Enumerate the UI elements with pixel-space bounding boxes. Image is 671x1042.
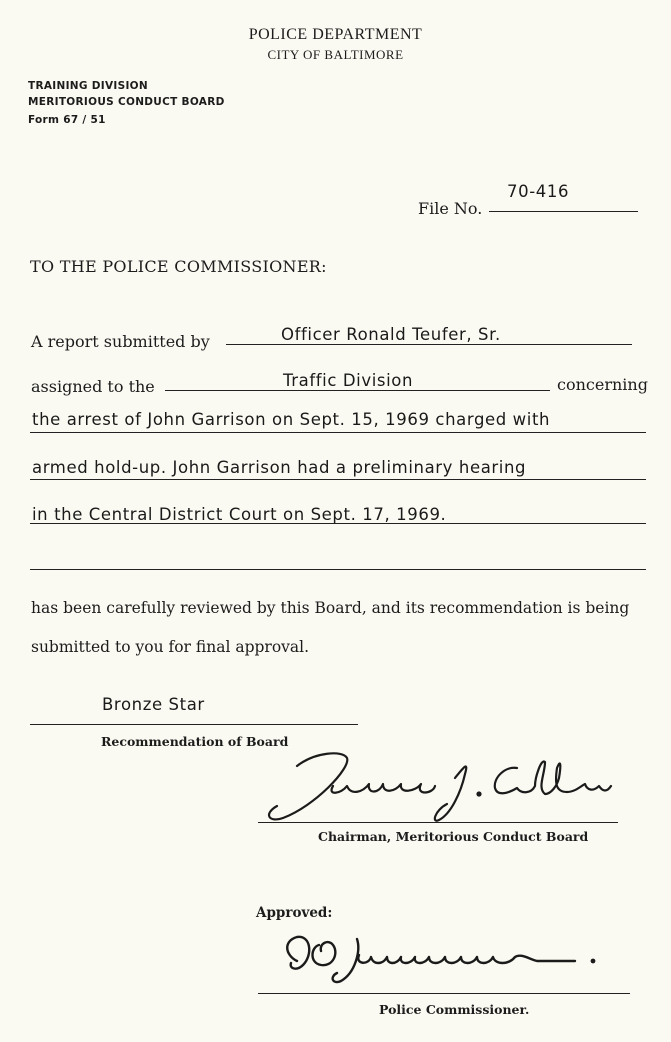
chairman-signature	[255, 748, 635, 828]
file-label: File No.	[418, 199, 483, 218]
report-line1: the arrest of John Garrison on Sept. 15, 1969 charged with	[32, 410, 551, 429]
report-rule1	[30, 432, 646, 433]
commissioner-title: Police Commissioner.	[379, 1002, 530, 1017]
recommendation-value: Bronze Star	[102, 695, 205, 714]
report-line3: in the Central District Court on Sept. 17, 1969.	[32, 505, 447, 524]
recommendation-label: Recommendation of Board	[101, 734, 289, 749]
recommendation-rule	[30, 724, 358, 725]
chairman-rule	[258, 822, 618, 823]
report-line2: armed hold-up. John Garrison had a preliminary hearing	[32, 458, 527, 477]
report-rule2	[30, 479, 646, 480]
form-number: Form 67 / 51	[28, 114, 106, 126]
report-rule3	[30, 523, 646, 524]
review-line2: submitted to you for final approval.	[31, 638, 310, 656]
assigned-label: assigned to the	[31, 377, 155, 396]
city-title: CITY OF BALTIMORE	[267, 47, 404, 62]
commissioner-rule	[258, 993, 630, 994]
review-line1: has been carefully reviewed by this Board, and its recommendation is being	[31, 599, 630, 617]
department-title: POLICE DEPARTMENT	[248, 26, 423, 43]
assigned-value: Traffic Division	[283, 371, 414, 390]
commissioner-signature	[275, 925, 615, 995]
submitted-by-value: Officer Ronald Teufer, Sr.	[281, 325, 501, 344]
division-line2: MERITORIOUS CONDUCT BOARD	[28, 96, 225, 108]
concerning-label: concerning	[557, 375, 648, 394]
approved-label: Approved:	[256, 905, 333, 921]
submitted-by-rule	[226, 344, 632, 345]
division-line1: TRAINING DIVISION	[28, 80, 148, 92]
chairman-title: Chairman, Meritorious Conduct Board	[318, 829, 589, 844]
submitted-by-label: A report submitted by	[31, 332, 210, 351]
file-number-rule	[489, 211, 638, 212]
file-number: 70-416	[507, 182, 570, 201]
report-rule4	[30, 569, 646, 570]
assigned-rule	[165, 390, 550, 391]
addressee: TO THE POLICE COMMISSIONER:	[30, 257, 327, 276]
